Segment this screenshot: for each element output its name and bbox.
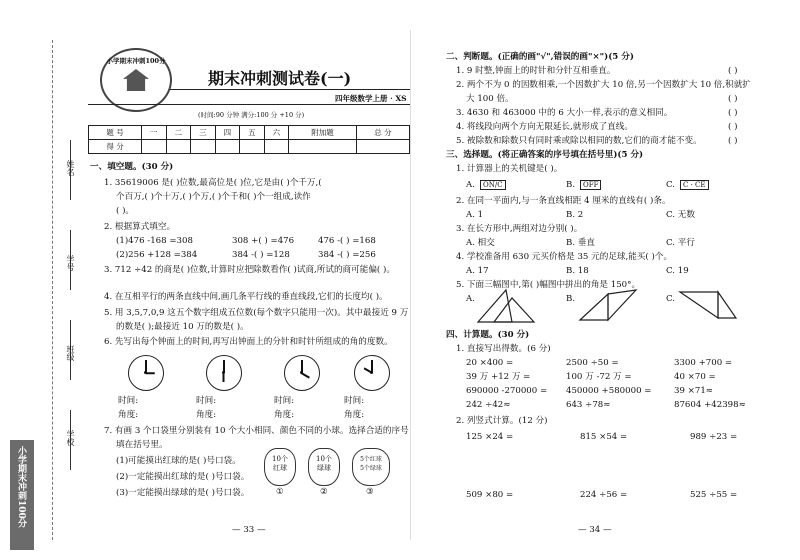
judge-answer[interactable]: ( ): [728, 94, 738, 104]
choice-q5: 5. 下面三幅图中,第( )幅图中拼出的角是 150°。: [456, 280, 641, 290]
bag-text: 5个红球: [360, 456, 382, 463]
hour-hand: [146, 372, 155, 374]
bag-text: 红球: [273, 464, 287, 472]
choice-q4: 4. 学校准备用 630 元买价格是 35 元的足球,能买( )个。: [456, 252, 673, 262]
option: C. 平行: [666, 238, 695, 248]
choice-q1: 1. 计算器上的关机键是( )。: [456, 164, 563, 174]
time-label: 时间:: [196, 396, 217, 406]
score-cell: 四: [215, 126, 240, 140]
choice-q2: 2. 在同一平面内,与一条直线相距 4 厘米的直线有( )条。: [456, 196, 671, 206]
section-calc: 四、计算题。(30 分): [446, 330, 530, 340]
vertical-item: 125 ×24 =: [466, 432, 514, 442]
id-label: 学号: [66, 255, 75, 271]
option-label: C.: [666, 180, 676, 190]
judge-item: 3. 4630 和 463000 中的 6 大小一样,表示的意义相同。: [456, 108, 673, 118]
header-rule: [88, 104, 410, 105]
score-table: [88, 125, 410, 154]
clock-center: [300, 371, 303, 374]
cut-line: [52, 40, 53, 540]
section-choice: 三、选择题。(将正确答案的序号填在括号里)(5 分): [446, 150, 644, 160]
clock-face: [284, 355, 320, 391]
q7-line2: 填在括号里。: [116, 440, 168, 450]
q2-eq: (1)476 -168 =308: [116, 236, 193, 246]
angle-label: 角度:: [118, 410, 139, 420]
oral-item: 40 ×70 =: [674, 372, 716, 382]
q6: 6. 先写出每个钟面上的时间,再写出钟面上的分针和时针所组成的角的度数。: [104, 337, 393, 347]
oral-item: 100 万 -72 万 =: [566, 372, 632, 382]
c-ce-key: C · CE: [680, 180, 709, 190]
clock-center: [370, 371, 373, 374]
oral-item: 87604 +42398≈: [674, 400, 746, 410]
section-fill-blank: 一、填空题。(30 分): [90, 162, 174, 172]
score-cell: 二: [166, 126, 191, 140]
bag-text: 绿球: [317, 464, 331, 472]
score-cell: 题 号: [89, 126, 142, 140]
house-icon: [123, 69, 149, 91]
score-cell[interactable]: [142, 140, 167, 154]
score-cell[interactable]: [356, 140, 409, 154]
calc-sub2: 2. 列竖式计算。(12 分): [456, 416, 548, 426]
clock-center: [222, 371, 225, 374]
logo-text: 小学期末冲刺100分: [106, 57, 166, 65]
q7-sub3: (3)一定能摸出绿球的是( )号口袋。: [116, 488, 250, 498]
oral-item: 242 ÷42≈: [466, 400, 511, 410]
score-cell[interactable]: [264, 140, 289, 154]
score-header-row: [89, 126, 410, 140]
option: A.: [466, 294, 475, 304]
page-title: 期末冲刺测试卷(一): [208, 69, 352, 88]
brand-text: 小学期末冲刺100分: [16, 446, 26, 528]
score-cell[interactable]: [191, 140, 216, 154]
set-square-figure-b: [578, 288, 638, 324]
judge-item: 5. 被除数和除数只有同时乘或除以相同的数,它们的商才能不变。: [456, 136, 702, 146]
page-divider: [410, 30, 411, 540]
q2-eq: 476 -( ) =168: [318, 236, 376, 246]
time-info: (时间:90 分钟 满分:100 分 +10 分): [198, 111, 305, 119]
oral-item: 643 ÷78≈: [566, 400, 611, 410]
hour-hand: [223, 373, 225, 382]
time-label: 时间:: [274, 396, 295, 406]
title-rule: [170, 89, 410, 90]
option: C. 19: [666, 266, 689, 276]
q2-eq: 308 +( ) =476: [232, 236, 295, 246]
bag-number: ②: [320, 487, 328, 497]
time-label: 时间:: [118, 396, 139, 406]
bag-number: ③: [366, 487, 374, 497]
grade-label: 四年级数学上册 · XS: [335, 94, 407, 103]
judge-answer[interactable]: ( ): [728, 66, 738, 76]
q1-line2: 个百万,( )个十万,( )个万,( )个千和( )个一组成,读作: [116, 192, 311, 202]
oral-item: 39 万 +12 万 =: [466, 372, 531, 382]
oral-item: 20 ×400 =: [466, 358, 514, 368]
page-number-right: — 34 —: [578, 525, 612, 535]
q3: 3. 712 ÷42 的商是( )位数,计算时应把除数看作( )试商,所试的商可能偏( )。: [104, 265, 395, 275]
score-value-row: [89, 140, 410, 154]
bag-2: [308, 448, 340, 486]
bag-3: [352, 448, 390, 486]
judge-item: 4. 将线段向两个方向无限延长,就形成了直线。: [456, 122, 633, 132]
angle-label: 角度:: [196, 410, 217, 420]
oral-item: 2500 ÷50 =: [566, 358, 619, 368]
school-label: 学校: [66, 430, 75, 446]
score-cell: 附加题: [289, 126, 357, 140]
vertical-item: 815 ×54 =: [580, 432, 628, 442]
score-cell[interactable]: [240, 140, 265, 154]
clock-face: [354, 355, 390, 391]
option: B.: [566, 294, 576, 304]
option: B. 2: [566, 210, 584, 220]
oral-item: 450000 +580000 =: [566, 386, 652, 396]
q4: 4. 在互相平行的两条直线中间,画几条平行线的垂直线段,它们的长度均( )。: [104, 292, 388, 302]
judge-item: 2. 两个不为 0 的因数相乘,一个因数扩大 10 倍,另一个因数扩大 10 倍,积就扩: [456, 80, 751, 90]
q2-eq: (2)256 +128 =384: [116, 250, 198, 260]
oral-item: 3300 +700 =: [674, 358, 733, 368]
time-label: 时间:: [344, 396, 365, 406]
set-square-figure-c: [678, 288, 738, 324]
logo: [100, 48, 172, 112]
page-number-left: — 33 —: [232, 525, 266, 535]
q7-line1: 7. 有画 3 个口袋里分别装有 10 个大小相同、颜色不同的小球。选择合适的序号: [104, 426, 409, 436]
binding-strip: [8, 0, 86, 560]
option-label: A.: [466, 180, 475, 190]
on-c-key: ON/C: [480, 180, 506, 190]
class-label: 班级: [66, 345, 75, 361]
vertical-item: 509 ×80 =: [466, 490, 514, 500]
judge-answer[interactable]: ( ): [728, 122, 738, 132]
score-cell[interactable]: [289, 140, 357, 154]
judge-item: 1. 9 时整,钟面上的时针和分针互相垂直。: [456, 66, 616, 76]
option: B. 18: [566, 266, 589, 276]
score-cell: 三: [191, 126, 216, 140]
judge-answer[interactable]: ( ): [728, 136, 738, 146]
vertical-item: 525 ÷55 =: [690, 490, 738, 500]
score-cell: 五: [240, 126, 265, 140]
option: A. 17: [466, 266, 489, 276]
option-label: B.: [566, 180, 576, 190]
name-label: 姓名: [66, 160, 75, 176]
score-cell: 一: [142, 126, 167, 140]
score-cell[interactable]: [215, 140, 240, 154]
off-key: OFF: [580, 180, 601, 190]
choice-q3: 3. 在长方形中,两组对边分别( )。: [456, 224, 583, 234]
bag-text: 10个: [272, 455, 288, 463]
clock-center: [144, 371, 147, 374]
clock-face: [128, 355, 164, 391]
q1-line3: ( )。: [116, 206, 135, 216]
q7-sub2: (2)一定能摸出红球的是( )号口袋。: [116, 472, 250, 482]
option: A. 相交: [466, 238, 495, 248]
score-cell: 总 分: [356, 126, 409, 140]
oral-item: 39 ×71≈: [674, 386, 714, 396]
angle-label: 角度:: [344, 410, 365, 420]
q7-sub1: (1)可能摸出红球的是( )号口袋。: [116, 456, 241, 466]
section-judge: 二、判断题。(正确的画"√",错误的画"×")(5 分): [446, 52, 634, 62]
score-cell: 六: [264, 126, 289, 140]
q2-eq: 384 -( ) =256: [318, 250, 376, 260]
option: C. 无数: [666, 210, 695, 220]
bag-1: [264, 448, 296, 486]
option: A. 1: [466, 210, 484, 220]
bag-number: ①: [276, 487, 284, 497]
angle-label: 角度:: [274, 410, 295, 420]
judge-answer[interactable]: ( ): [728, 108, 738, 118]
option: C.: [666, 294, 676, 304]
q2-eq: 384 -( ) =128: [232, 250, 290, 260]
oral-item: 690000 -270000 =: [466, 386, 548, 396]
judge-item-cont: 大 100 倍。: [466, 94, 514, 104]
set-square-figure-a: [476, 288, 536, 324]
bag-text: 5个绿球: [360, 465, 382, 472]
calc-sub1: 1. 直接写出得数。(6 分): [456, 344, 551, 354]
q2-title: 2. 根据算式填空。: [104, 222, 176, 232]
vertical-item: 989 ÷23 =: [690, 432, 738, 442]
brand-band: [10, 440, 34, 550]
score-cell: 得 分: [89, 140, 142, 154]
q5-line1: 5. 用 3,5,7,0,9 这五个数字组成五位数(每个数字只能用一次)。其中最接近 9 万: [104, 308, 409, 318]
bag-text: 10个: [316, 455, 332, 463]
q1-line1: 1. 35619006 是( )位数,最高位是( )位,它是由( )个千万,(: [104, 178, 322, 188]
q5-line2: 的数是( );最接近 10 万的数是( )。: [116, 322, 249, 332]
option: B. 垂直: [566, 238, 595, 248]
vertical-item: 224 ÷56 =: [580, 490, 628, 500]
score-cell[interactable]: [166, 140, 191, 154]
clock-face: [206, 355, 242, 391]
